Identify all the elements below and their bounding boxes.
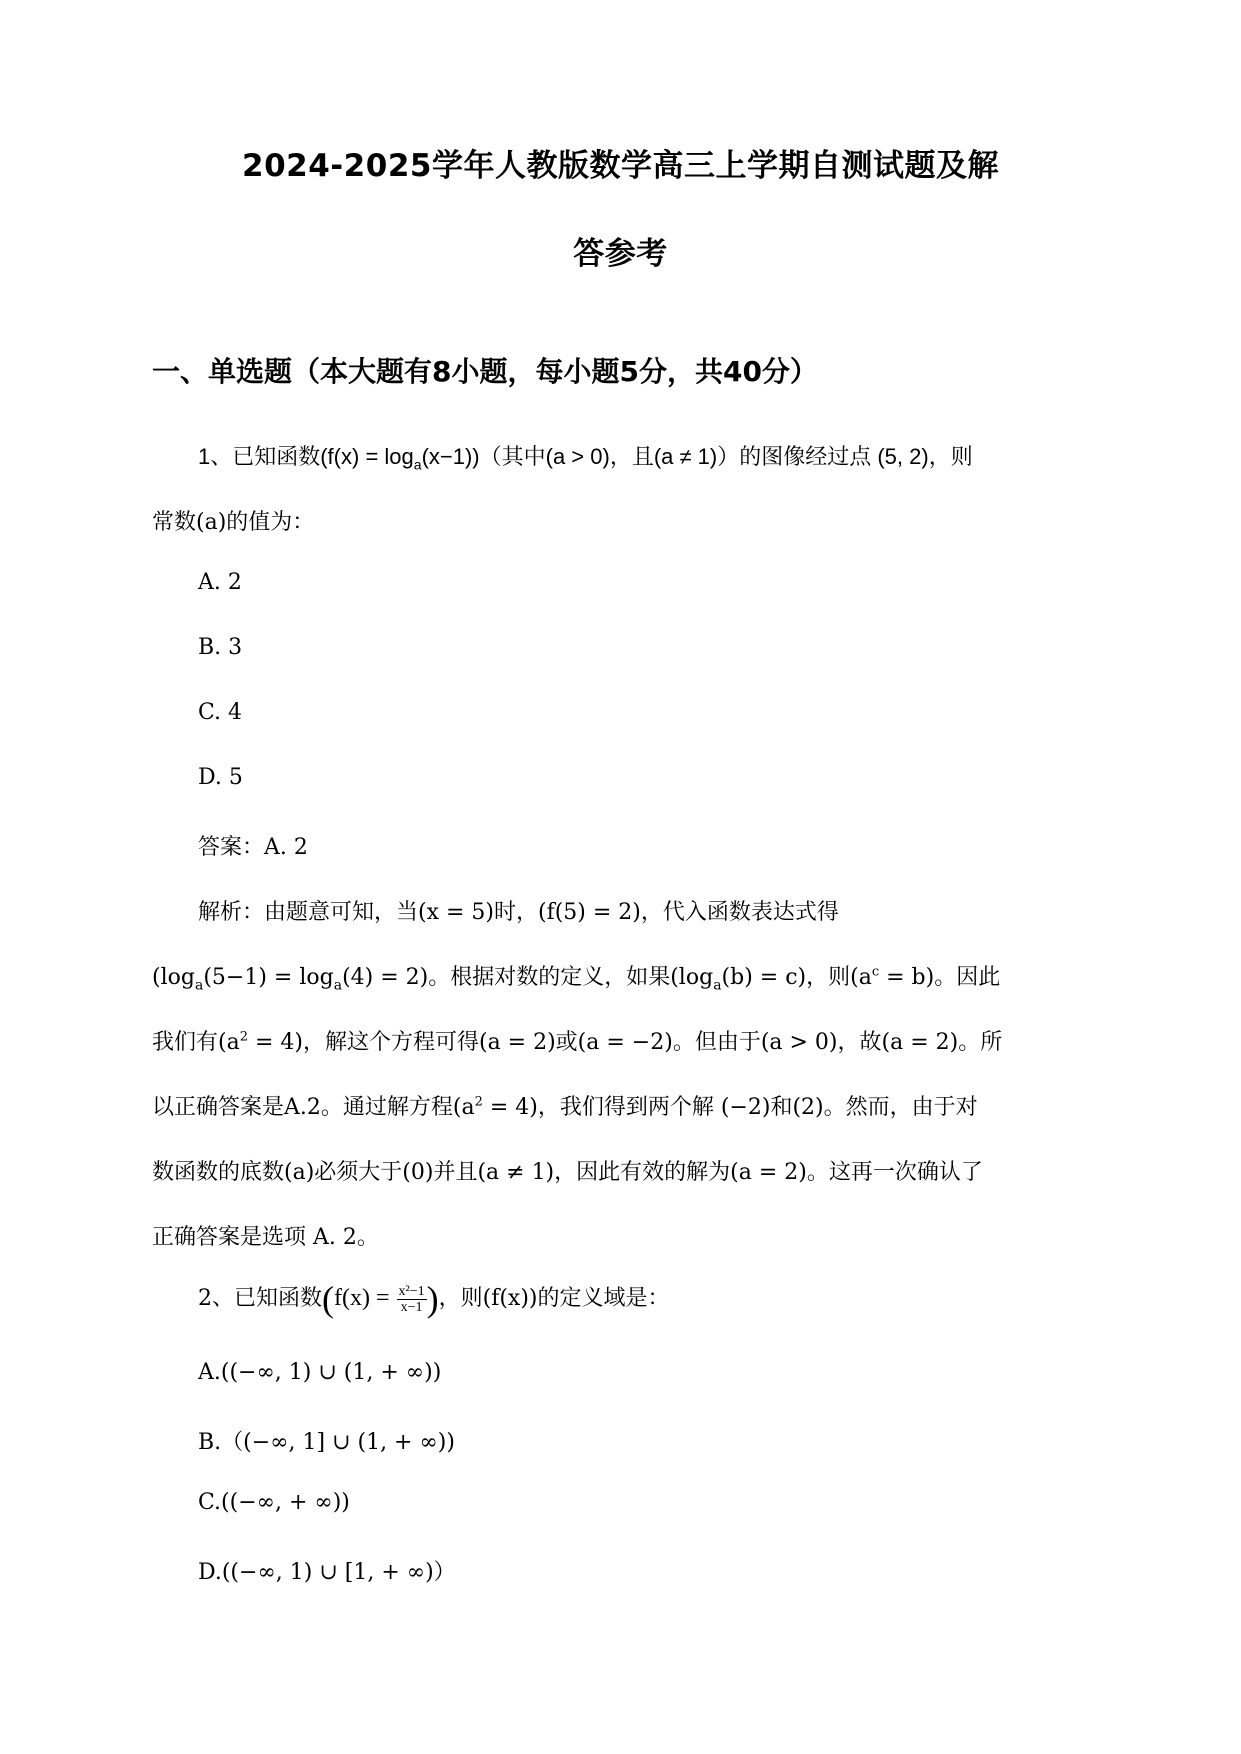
q1-answer: 答案：A. 2 — [198, 835, 308, 860]
q1-option-b: B. 3 — [198, 635, 243, 660]
q2-option-b: B.（(−∞, 1] ∪ (1, + ∞)) — [198, 1430, 455, 1455]
q1-explanation-line4 — [152, 1090, 978, 1121]
q1-option-a: A. 2 — [198, 570, 242, 595]
q1-stem-part-b: (x−1))（其中(a > 0)，且(a ≠ 1)）的图像经过点 (5, 2)，则 — [421, 444, 973, 469]
q1-exp2-d: (b) = c)，则(a — [721, 965, 872, 990]
q1-exp3-sup: 2 — [239, 1029, 248, 1045]
q1-stem-line2: 常数(a)的值为： — [152, 510, 315, 535]
q1-explanation-line6: 正确答案是选项 A. 2。 — [152, 1225, 379, 1250]
doc-title-line2: 答参考 — [573, 236, 668, 272]
q2-option-a: A.((−∞, 1) ∪ (1, + ∞)) — [198, 1360, 442, 1385]
q1-exp2-b: (5−1) = log — [203, 965, 334, 990]
q1-exp2-sub3: a — [713, 977, 722, 994]
q2-option-d: D.((−∞, 1) ∪ [1, + ∞)） — [198, 1560, 456, 1585]
q2-fraction-numerator: x²−1 — [398, 1283, 425, 1299]
q1-exp4-b: = 4)，我们得到两个解 (−2)和(2)。然而，由于对 — [482, 1095, 978, 1120]
q1-explanation-line1: 解析：由题意可知，当(x = 5)时，(f(5) = 2)，代入函数表达式得 — [198, 900, 839, 925]
q1-stem-sub: a — [413, 456, 422, 473]
doc-title-line1: 2024-2025学年人教版数学高三上学期自测试题及解 — [242, 148, 999, 184]
q1-option-c: C. 4 — [198, 700, 243, 725]
q1-exp4-a: 以正确答案是A.2。通过解方程(a — [152, 1095, 475, 1120]
q2-fraction — [397, 1284, 427, 1315]
q2-option-c: C.((−∞, + ∞)) — [198, 1490, 350, 1515]
q1-exp3-b: = 4)，解这个方程可得(a = 2)或(a = −2)。但由于(a > 0)，故(a = 2)。所 — [247, 1030, 1003, 1055]
q1-exp3-a: 我们有(a — [152, 1030, 240, 1055]
q2-stem — [198, 1278, 670, 1320]
q2-fx: f(x) = — [334, 1285, 390, 1311]
q1-exp2-a: (log — [152, 965, 195, 990]
q1-exp2-sub2: a — [333, 977, 343, 994]
q1-exp2-sub: a — [194, 977, 204, 994]
q1-stem-line1 — [198, 440, 973, 472]
section-heading: 一、单选题（本大题有8小题，每小题5分，共40分） — [152, 355, 818, 388]
q1-exp2-c: (4) = 2)。根据对数的定义，如果(log — [342, 965, 714, 990]
q1-stem-part: 1、已知函数(f(x) = log — [198, 444, 414, 469]
q1-explanation-line2 — [152, 960, 1000, 993]
q1-exp4-sup: 2 — [474, 1094, 483, 1110]
q1-option-d: D. 5 — [198, 765, 243, 790]
q2-stem-b: ，则(f(x))的定义域是： — [438, 1286, 670, 1311]
q2-open-paren: ( — [322, 1279, 334, 1319]
q1-exp2-e: = b)。因此 — [879, 965, 1001, 990]
q2-stem-a: 2、已知函数 — [198, 1286, 322, 1311]
q1-exp2-sup: c — [871, 964, 880, 980]
q1-explanation-line3 — [152, 1025, 1002, 1056]
q1-explanation-line5: 数函数的底数(a)必须大于(0)并且(a ≠ 1)，因此有效的解为(a = 2)。这再一次确认了 — [152, 1160, 983, 1185]
q2-fraction-denominator: x−1 — [400, 1299, 423, 1315]
q2-close-paren: ) — [426, 1279, 439, 1319]
